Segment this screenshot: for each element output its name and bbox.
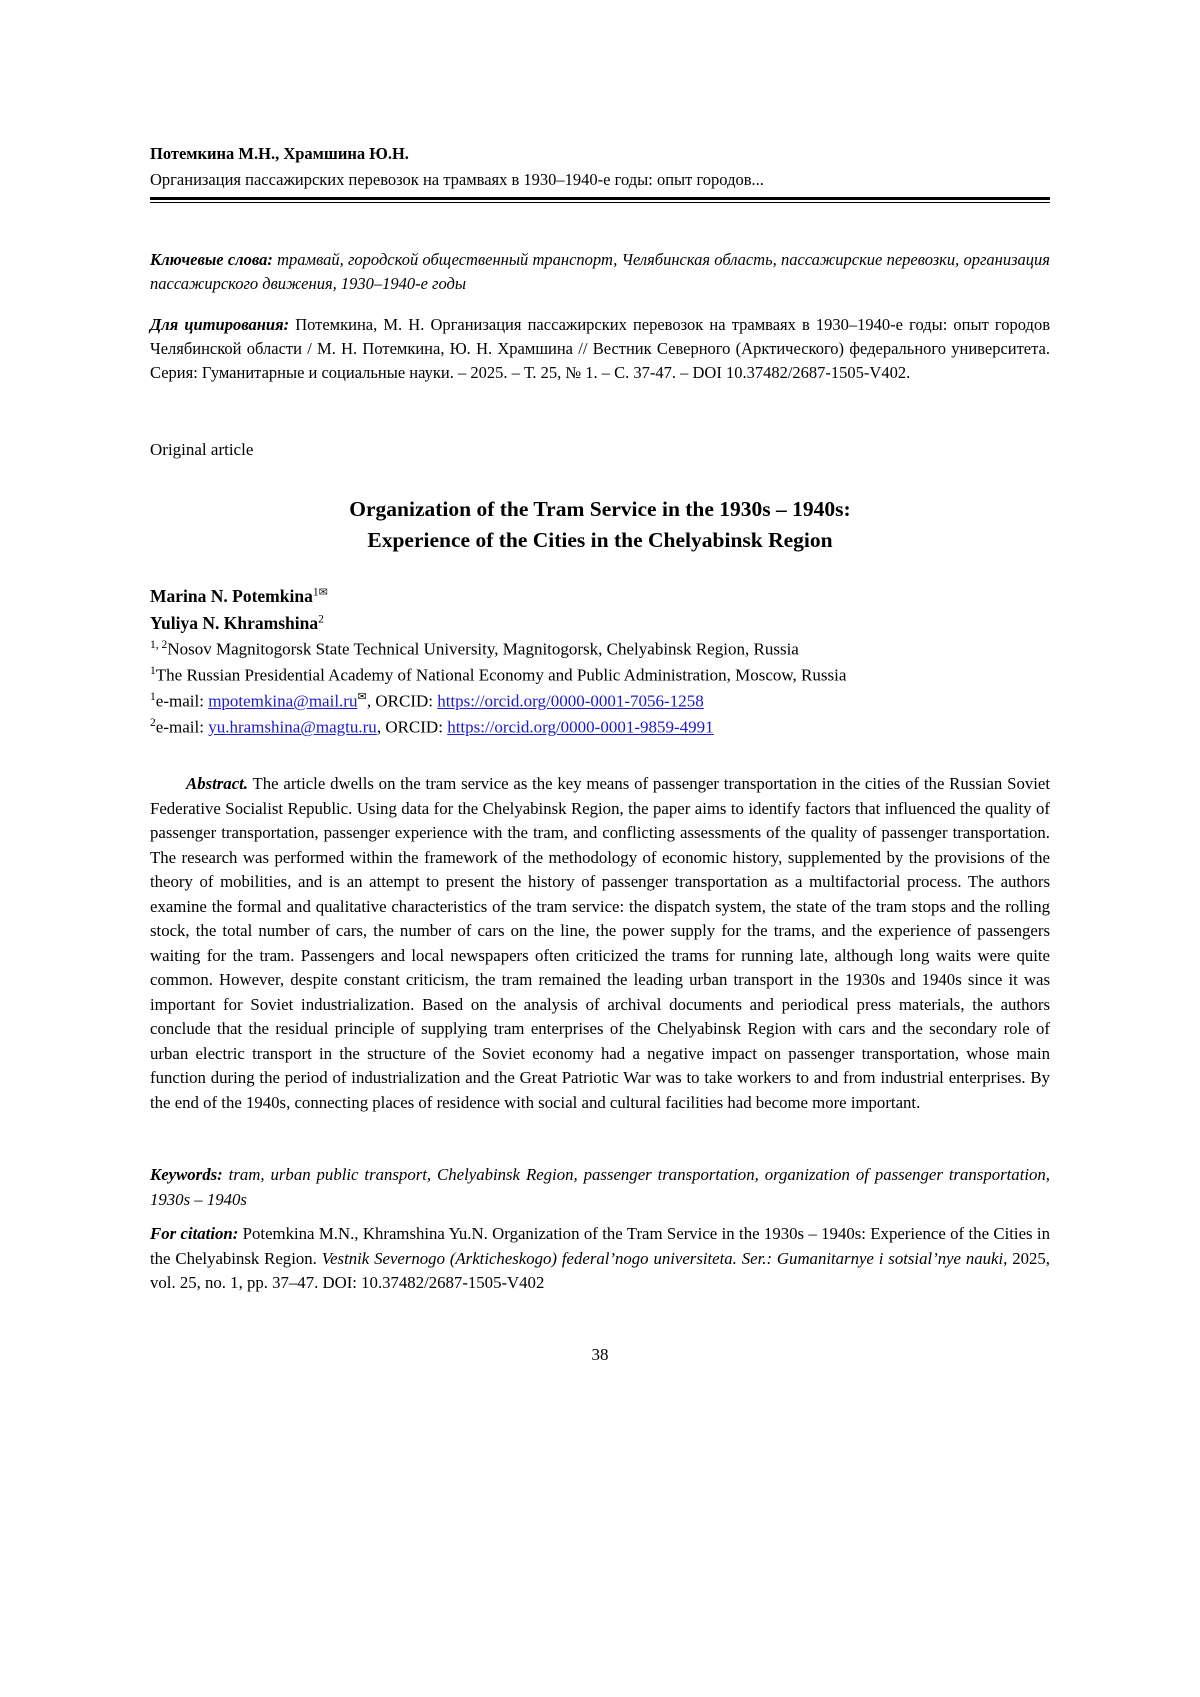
header-rule-thin (150, 202, 1050, 203)
author-contact (150, 714, 1050, 740)
title-line-2: Experience of the Cities in the Chelyabinsk Region (367, 528, 833, 553)
affiliation (150, 662, 1050, 688)
orcid-link[interactable]: https://orcid.org/0000-0001-7056-1258 (437, 691, 704, 711)
author-entry (150, 610, 1050, 637)
for-citation-part1: Potemkina M.N., Khramshina Yu.N. Organization of the Tram Service in the 1930s – 1940s: Experience of the Cities in the Chelyabinsk Region. (150, 1224, 1050, 1268)
affiliation-marker: 1 (150, 664, 156, 678)
russian-keywords (150, 248, 1050, 296)
email-link[interactable]: yu.hramshina@magtu.ru (208, 718, 377, 738)
russian-citation (150, 313, 1050, 385)
contact-marker: 1 (150, 690, 156, 704)
article-type-label: Original article (150, 440, 254, 459)
title-line-1: Organization of the Tram Service in the 1930s – 1940s: (349, 497, 851, 521)
keywords-text: tram, urban public transport, Chelyabinsk Region, passenger transportation, organization of passenger transportation, 1930s – 1940s (150, 1165, 1050, 1209)
affiliation-text: The Russian Presidential Academy of National Economy and Public Administration, Moscow, Russia (155, 665, 847, 685)
page-number: 38 (591, 1345, 609, 1364)
email-link[interactable]: mpotemkina@mail.ru (208, 691, 358, 711)
author-affiliation-marker: 2 (318, 611, 324, 625)
keywords-label: Keywords: (150, 1165, 223, 1184)
orcid-link[interactable]: https://orcid.org/0000-0001-9859-4991 (447, 718, 714, 738)
affiliation-text: Nosov Magnitogorsk State Technical University, Magnitogorsk, Chelyabinsk Region, Russia (167, 639, 799, 659)
author-block (150, 583, 1050, 741)
russian-citation-label: Для цитирования: (150, 314, 290, 334)
author-entry (150, 583, 1050, 610)
document-page (150, 0, 1050, 1697)
envelope-icon: ✉ (318, 586, 329, 599)
running-head (150, 142, 1050, 203)
email-label: e-mail: (155, 718, 209, 738)
orcid-label: , ORCID: (376, 718, 448, 738)
russian-metadata (150, 248, 1050, 385)
author-affiliation-marker: 1 (312, 585, 319, 599)
for-citation-journal: Vestnik Severnogo (Arkticheskogo) federal’nogo universiteta. Ser.: Gumanitarnye i sotsial’nye nauki (321, 1248, 1004, 1268)
keywords-english (150, 1163, 1050, 1212)
for-citation (150, 1222, 1050, 1296)
header-rule-thick (150, 197, 1050, 200)
russian-keywords-label: Ключевые слова: (150, 250, 273, 269)
russian-keywords-text: трамвай, городской общественный транспорт, Челябинская область, пассажирские перевозки, организация пассажирского движения, 1930–1940-е годы (150, 250, 1050, 293)
affiliation-marker: 1, 2 (150, 638, 168, 651)
envelope-icon: ✉ (357, 691, 367, 704)
running-head-title: Организация пассажирских перевозок на трамваях в 1930–1940-е годы: опыт городов... (150, 169, 764, 189)
running-head-authors: Потемкина М.Н., Храмшина Ю.Н. (150, 144, 409, 163)
author-name: Marina N. Potemkina (150, 586, 313, 606)
contact-marker: 2 (150, 716, 156, 730)
page-title (150, 494, 1050, 556)
affiliation (150, 636, 1050, 662)
author-contact (150, 688, 1050, 714)
abstract-label: Abstract. (186, 774, 249, 793)
orcid-label: , ORCID: (366, 691, 438, 711)
russian-citation-text: Потемкина, М. Н. Организация пассажирских перевозок на трамваях в 1930–1940-е годы: опыт городов Челябинской области / М. Н. Потемкина, Ю. Н. Храмшина // Вестник Северного (Арктического) федерального университета. Серия: Гуманитарные и социальные науки. – 2025. – Т. 25, № 1. – С. 37-47. – DOI 10.37482/2687-1505-V402. (150, 314, 1050, 382)
abstract-text: The article dwells on the tram service as the key means of passenger transportation in the cities of the Russian Soviet Federative Socialist Republic. Using data for the Chelyabinsk Region, the paper aims to identify factors that influenced the quality of passenger transportation, passenger experience with the tram, and conflicting assessments of the quality of passenger transportation. The research was performed within the framework of the methodology of economic history, supplemented by the provisions of the theory of mobilities, and is an attempt to present the history of passenger transportation as a multifactorial process. The authors examine the formal and qualitative characteristics of the tram service: the dispatch system, the state of the tram stops and the rolling stock, the total number of cars, the number of cars on the line, the power supply for the trams, and the experience of passengers waiting for the tram. Passengers and local newspapers often criticized the trams for running late, although long waits were quite common. However, despite constant criticism, the tram remained the leading urban transport in the 1930s and 1940s since it was important for Soviet industrialization. Based on the analysis of archival documents and periodical press materials, the authors conclude that the residual principle of supplying tram enterprises of the Chelyabinsk Region with cars and the secondary role of urban electric transport in the structure of the Soviet economy had a negative impact on passenger transportation, whose main function during the period of industrialization and the Great Patriotic War was to take workers to and from industrial enterprises. By the end of the 1940s, connecting places of residence with social and cultural facilities had become more important. (150, 774, 1050, 1112)
abstract (150, 772, 1050, 1115)
for-citation-part2: , 2025, vol. 25, no. 1, pp. 37–47. DOI: 10.37482/2687-1505-V402 (150, 1248, 1051, 1293)
for-citation-label: For citation: (150, 1224, 239, 1243)
email-label: e-mail: (155, 691, 209, 711)
author-name: Yuliya N. Khramshina (150, 612, 319, 633)
